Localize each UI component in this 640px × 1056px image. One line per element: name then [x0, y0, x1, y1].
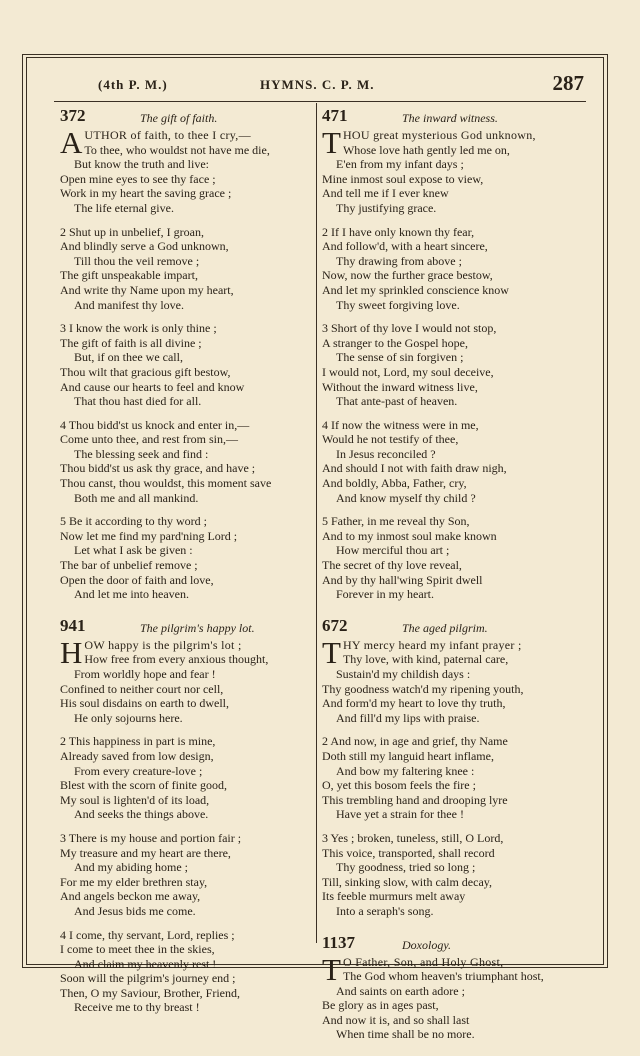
verse-line: From worldly hope and fear ! [74, 667, 216, 681]
stanza [60, 418, 314, 506]
verse-line: Without the inward witness live, [322, 379, 478, 394]
stanza [60, 321, 314, 409]
stanza [322, 831, 580, 919]
verse-line: 4 If now the witness were in me, [322, 417, 479, 432]
verse-line: And follow'd, with a heart sincere, [322, 239, 488, 254]
verse-line: The gift unspeakable impart, [60, 268, 198, 283]
verse-line: And claim my heavenly rest ! [74, 956, 217, 971]
hymn-heading [60, 106, 314, 128]
verse-line: But know the truth and live: [74, 157, 209, 172]
verse-line: I would not, Lord, my soul deceive, [322, 364, 494, 379]
hymn [322, 933, 580, 1043]
hymn-title: The pilgrim's happy lot. [140, 620, 255, 635]
verse-line: In Jesus reconciled ? [336, 446, 436, 461]
verse-line: Its feeble murmurs melt away [322, 889, 466, 904]
verse-line: The secret of thy love reveal, [322, 558, 462, 573]
verse-line: Thy goodness, tried so long ; [336, 860, 476, 875]
verse-line: 4 I come, thy servant, Lord, replies ; [60, 927, 235, 942]
drop-capital: T [322, 634, 341, 670]
meter-label: (4th P. M.) [98, 77, 168, 92]
verse-line: Would he not testify of thee, [322, 432, 459, 447]
verse-line: Then, O my Saviour, Brother, Friend, [60, 985, 241, 1000]
verse-line: And angels beckon me away, [60, 889, 201, 904]
verse-line: Till, sinking slow, with calm decay, [322, 874, 492, 889]
verse-line: And by thy hall'wing Spirit dwell [322, 572, 483, 587]
verse-line: Be glory as in ages past, [322, 998, 439, 1013]
stanza [60, 928, 314, 1016]
verse-line: Work in my heart the saving grace ; [60, 186, 232, 201]
hymn-number: 672 [322, 615, 348, 635]
verse-line: And manifest thy love. [74, 297, 184, 312]
stanza [322, 225, 580, 313]
hymn-heading [60, 616, 314, 638]
hymn-title: The gift of faith. [140, 111, 218, 125]
stanza [322, 951, 580, 1043]
hymn-number: 372 [60, 106, 86, 125]
verse-line: Sustain'd my childish days : [336, 667, 471, 681]
hymn-heading [322, 616, 580, 638]
stanza [60, 634, 314, 726]
right-column [322, 106, 580, 1056]
verse-line: Let what I ask be given : [74, 543, 193, 558]
verse-line: Confined to neither court nor cell, [60, 681, 224, 696]
verse-line: And to my inmost soul make known [322, 528, 497, 543]
verse-line: The life eternal give. [74, 200, 174, 215]
verse-line: 5 Father, in me reveal thy Son, [322, 514, 470, 529]
verse-line: This trembling hand and drooping lyre [322, 792, 508, 807]
verse-line: 3 I know the work is only thine ; [60, 321, 217, 336]
drop-capital: H [60, 634, 83, 670]
verse-line: Forever in my heart. [336, 587, 434, 602]
verse-line: Into a seraph's song. [336, 903, 434, 918]
verse-line: Thou wilt that gracious gift bestow, [60, 364, 231, 379]
stanza [60, 734, 314, 822]
running-header [26, 71, 584, 96]
verse-line: Thou canst, thou wouldst, this moment save [60, 476, 272, 491]
hymn-heading [322, 106, 580, 128]
left-column [60, 106, 314, 1029]
verse-line: 3 Yes ; broken, tuneless, still, O Lord, [322, 830, 504, 845]
section-title: HYMNS. C. P. M. [260, 77, 375, 92]
verse-line: Thy sweet forgiving love. [336, 297, 460, 312]
first-line-text: HY mercy heard my infant prayer ; [342, 637, 522, 652]
verse-line: Doth still my languid heart inflame, [322, 748, 494, 763]
page-number: 287 [552, 71, 584, 95]
hymn [322, 616, 580, 919]
drop-capital: T [322, 951, 341, 987]
verse-line: 4 Thou bidd'st us knock and enter in,— [60, 417, 250, 432]
verse-line: Soon will the pilgrim's journey end ; [60, 971, 236, 986]
verse-line: And know myself thy child ? [336, 490, 476, 505]
verse-line: That thou hast died for all. [74, 394, 202, 409]
verse-line: He only sojourns here. [74, 710, 183, 725]
verse-line: And let me into heaven. [74, 587, 189, 602]
verse-line: Thou bidd'st us ask thy grace, and have ; [60, 461, 256, 476]
verse-line: His soul disdains on earth to dwell, [60, 696, 229, 711]
verse-line: Have yet a strain for thee ! [336, 807, 464, 822]
verse-line: This voice, transported, shall record [322, 845, 495, 860]
verse-line: A stranger to the Gospel hope, [322, 335, 468, 350]
verse-line: Whose love hath gently led me on, [342, 142, 510, 157]
verse-line: The gift of faith is all divine ; [60, 335, 202, 350]
verse-line: The sense of sin forgiven ; [336, 350, 464, 365]
hymn-number: 941 [60, 615, 86, 635]
verse-line: And Jesus bids me come. [74, 903, 196, 918]
stanza [60, 125, 314, 216]
stanza [322, 514, 580, 602]
verse-line: I come to meet thee in the skies, [60, 942, 215, 957]
verse-line: And blindly serve a God unknown, [60, 239, 229, 254]
stanza [322, 125, 580, 216]
verse-line: Thy justifying grace. [336, 200, 437, 215]
verse-line: How free from every anxious thought, [84, 652, 269, 667]
first-line-text: HOU great mysterious God unknown, [342, 128, 536, 142]
verse-line: And now it is, and so shall last [322, 1012, 470, 1027]
first-line-text: OW happy is the pilgrim's lot ; [84, 637, 242, 652]
verse-line: 2 If I have only known thy fear, [322, 224, 475, 239]
verse-line: And let my sprinkled conscience know [322, 282, 509, 297]
verse-line: My treasure and my heart are there, [60, 845, 231, 860]
first-line-text: UTHOR of faith, to thee I cry,— [84, 128, 251, 142]
verse-line: When time shall be no more. [336, 1027, 475, 1042]
stanza [322, 418, 580, 506]
verse-line: The blessing seek and find : [74, 446, 209, 461]
hymn-number: 1137 [322, 932, 356, 952]
stanza [60, 514, 314, 602]
verse-line: Both me and all mankind. [74, 490, 199, 505]
verse-line: Already saved from low design, [60, 748, 214, 763]
verse-line: For me my elder brethren stay, [60, 874, 208, 889]
verse-line: Mine inmost soul expose to view, [322, 171, 484, 186]
verse-line: Now, now the further grace bestow, [322, 268, 493, 283]
verse-line: And write thy Name upon my heart, [60, 282, 234, 297]
verse-line: And boldly, Abba, Father, cry, [322, 476, 467, 491]
hymn-heading [322, 933, 580, 955]
verse-line: And fill'd my lips with praise. [336, 710, 480, 725]
verse-line: The bar of unbelief remove ; [60, 558, 198, 573]
verse-line: Now let me find my pard'ning Lord ; [60, 528, 238, 543]
verse-line: Receive me to thy breast ! [74, 1000, 200, 1015]
verse-line: 3 Short of thy love I would not stop, [322, 321, 497, 336]
drop-capital: T [322, 125, 341, 160]
verse-line: And bow my faltering knee : [336, 763, 475, 778]
verse-line: And tell me if I ever knew [322, 186, 449, 201]
hymn [60, 106, 314, 602]
hymn-number: 471 [322, 106, 348, 125]
first-line-text: O Father, Son, and Holy Ghost, [342, 954, 504, 969]
verse-line: Thy drawing from above ; [336, 253, 462, 268]
verse-line: To thee, who wouldst not have me die, [84, 142, 270, 157]
stanza [60, 225, 314, 313]
verse-line: 5 Be it according to thy word ; [60, 514, 207, 529]
stanza [322, 634, 580, 726]
header-rule [54, 101, 586, 102]
verse-line: And saints on earth adore ; [336, 983, 465, 998]
verse-line: Open mine eyes to see thy face ; [60, 171, 216, 186]
verse-line: Thy goodness watch'd my ripening youth, [322, 681, 524, 696]
verse-line: And my abiding home ; [74, 860, 188, 875]
verse-line: From every creature-love ; [74, 763, 203, 778]
hymn [60, 616, 314, 1015]
verse-line: E'en from my infant days ; [336, 157, 464, 172]
verse-line: 2 And now, in age and grief, thy Name [322, 734, 508, 749]
verse-line: That ante-past of heaven. [336, 394, 458, 409]
verse-line: Thy love, with kind, paternal care, [342, 652, 509, 667]
hymn-title: The aged pilgrim. [402, 620, 488, 635]
hymn-title: Doxology. [402, 937, 451, 952]
hymn [322, 106, 580, 602]
verse-line: 2 This happiness in part is mine, [60, 734, 216, 749]
verse-line: How merciful thou art ; [336, 543, 450, 558]
stanza [322, 734, 580, 822]
verse-line: 2 Shut up in unbelief, I groan, [60, 224, 204, 239]
hymn-title: The inward witness. [402, 111, 498, 125]
verse-line: Till thou the veil remove ; [74, 253, 200, 268]
verse-line: 3 There is my house and portion fair ; [60, 830, 242, 845]
verse-line: Blest with the scorn of finite good, [60, 778, 227, 793]
verse-line: And cause our hearts to feel and know [60, 379, 245, 394]
verse-line: Come unto thee, and rest from sin,— [60, 432, 238, 447]
verse-line: And form'd my heart to love thy truth, [322, 696, 506, 711]
column-divider [316, 103, 317, 943]
stanza [60, 831, 314, 919]
verse-line: But, if on thee we call, [74, 350, 183, 365]
verse-line: O, yet this bosom feels the fire ; [322, 778, 476, 793]
verse-line: Open the door of faith and love, [60, 572, 214, 587]
verse-line: The God whom heaven's triumphant host, [342, 969, 544, 984]
verse-line: My soul is lighten'd of its load, [60, 792, 210, 807]
verse-line: And should I not with faith draw nigh, [322, 461, 507, 476]
drop-capital: A [60, 125, 83, 160]
stanza [322, 321, 580, 409]
verse-line: And seeks the things above. [74, 807, 209, 822]
